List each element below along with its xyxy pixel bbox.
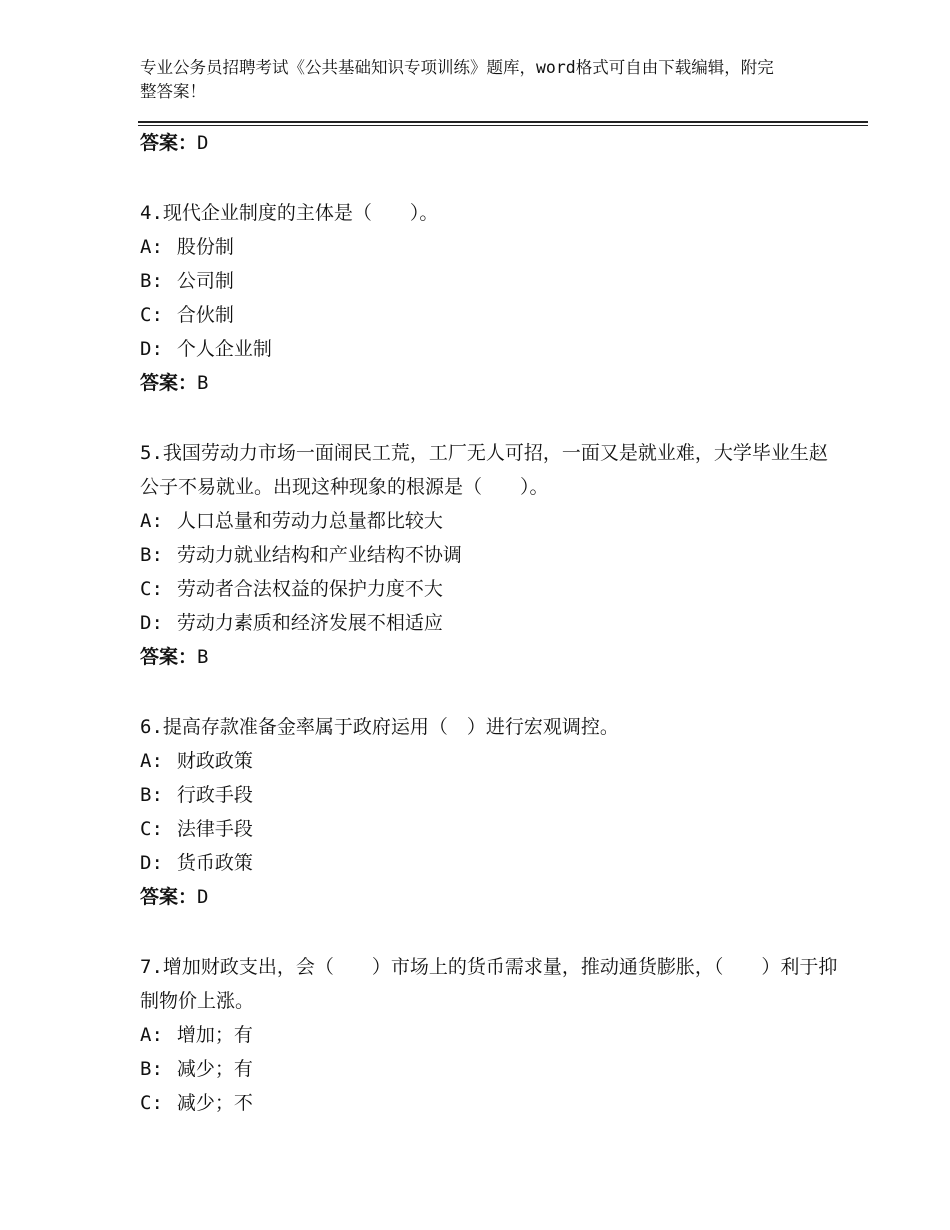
option-letter: C:	[140, 818, 163, 840]
answer-option	[140, 778, 840, 812]
question-gap	[140, 160, 840, 196]
option-text: 财政政策	[176, 750, 253, 772]
question-gap	[140, 914, 840, 950]
option-text: 劳动力素质和经济发展不相适应	[176, 612, 443, 634]
answer-label: 答案：	[140, 886, 198, 908]
answer-option	[140, 1086, 840, 1120]
option-letter: A:	[140, 236, 163, 258]
answer-option	[140, 264, 840, 298]
answer-option	[140, 1018, 840, 1052]
question-stem: 6.提高存款准备金率属于政府运用（ ）进行宏观调控。	[140, 716, 619, 738]
answer-value: D	[197, 132, 209, 154]
option-letter: D:	[140, 612, 163, 634]
option-letter: D:	[140, 852, 163, 874]
option-letter: A:	[140, 750, 163, 772]
option-text: 劳动者合法权益的保护力度不大	[176, 578, 443, 600]
answer-value: D	[197, 886, 209, 908]
question-block	[140, 436, 840, 674]
option-letter: C:	[140, 304, 163, 326]
questions-container	[140, 160, 840, 1120]
answer-value: B	[197, 372, 209, 394]
option-text: 公司制	[176, 270, 234, 292]
option-letter: C:	[140, 578, 163, 600]
option-text: 股份制	[176, 236, 234, 258]
answer-line	[140, 640, 840, 674]
answer-label: 答案：	[140, 132, 198, 154]
option-text: 行政手段	[176, 784, 253, 806]
answer-label: 答案：	[140, 372, 198, 394]
option-letter: C:	[140, 1092, 163, 1114]
answer-option	[140, 606, 840, 640]
option-letter: A:	[140, 510, 163, 532]
question-block	[140, 950, 840, 1120]
question-stem: 5.我国劳动力市场一面闹民工荒，工厂无人可招，一面又是就业难，大学毕业生赵公子不易就业。出现这种现象的根源是（ ）。	[140, 442, 828, 498]
answer-value: B	[197, 646, 209, 668]
answer-line	[140, 126, 840, 160]
page-header: 专业公务员招聘考试《公共基础知识专项训练》题库，word格式可自由下载编辑，附完整答案！	[140, 58, 774, 101]
option-letter: B:	[140, 784, 163, 806]
answer-line	[140, 366, 840, 400]
answer-option	[140, 744, 840, 778]
option-letter: B:	[140, 270, 163, 292]
answer-option	[140, 812, 840, 846]
option-text: 货币政策	[176, 852, 253, 874]
answer-line	[140, 880, 840, 914]
option-text: 个人企业制	[176, 338, 272, 360]
question-list	[140, 126, 840, 1120]
answer-option	[140, 504, 840, 538]
question-gap	[140, 400, 840, 436]
question-block	[140, 196, 840, 400]
answer-option	[140, 298, 840, 332]
question-stem: 4.现代企业制度的主体是（ ）。	[140, 202, 439, 224]
header-rule-thick	[138, 121, 868, 123]
answer-label: 答案：	[140, 646, 198, 668]
option-letter: B:	[140, 544, 163, 566]
option-text: 增加；有	[176, 1024, 253, 1046]
option-text: 人口总量和劳动力总量都比较大	[176, 510, 443, 532]
option-text: 法律手段	[176, 818, 253, 840]
option-text: 减少；有	[176, 1058, 253, 1080]
answer-option	[140, 538, 840, 572]
answer-option	[140, 846, 840, 880]
option-text: 劳动力就业结构和产业结构不协调	[176, 544, 462, 566]
question-stem: 7.增加财政支出，会（ ）市场上的货币需求量，推动通货膨胀，（ ）利于抑制物价上涨。	[140, 956, 838, 1012]
answer-option	[140, 572, 840, 606]
option-letter: B:	[140, 1058, 163, 1080]
answer-option	[140, 230, 840, 264]
option-text: 减少；不	[176, 1092, 253, 1114]
answer-option	[140, 332, 840, 366]
question-block	[140, 710, 840, 914]
answer-option	[140, 1052, 840, 1086]
option-letter: D:	[140, 338, 163, 360]
option-text: 合伙制	[176, 304, 234, 326]
option-letter: A:	[140, 1024, 163, 1046]
question-gap	[140, 674, 840, 710]
